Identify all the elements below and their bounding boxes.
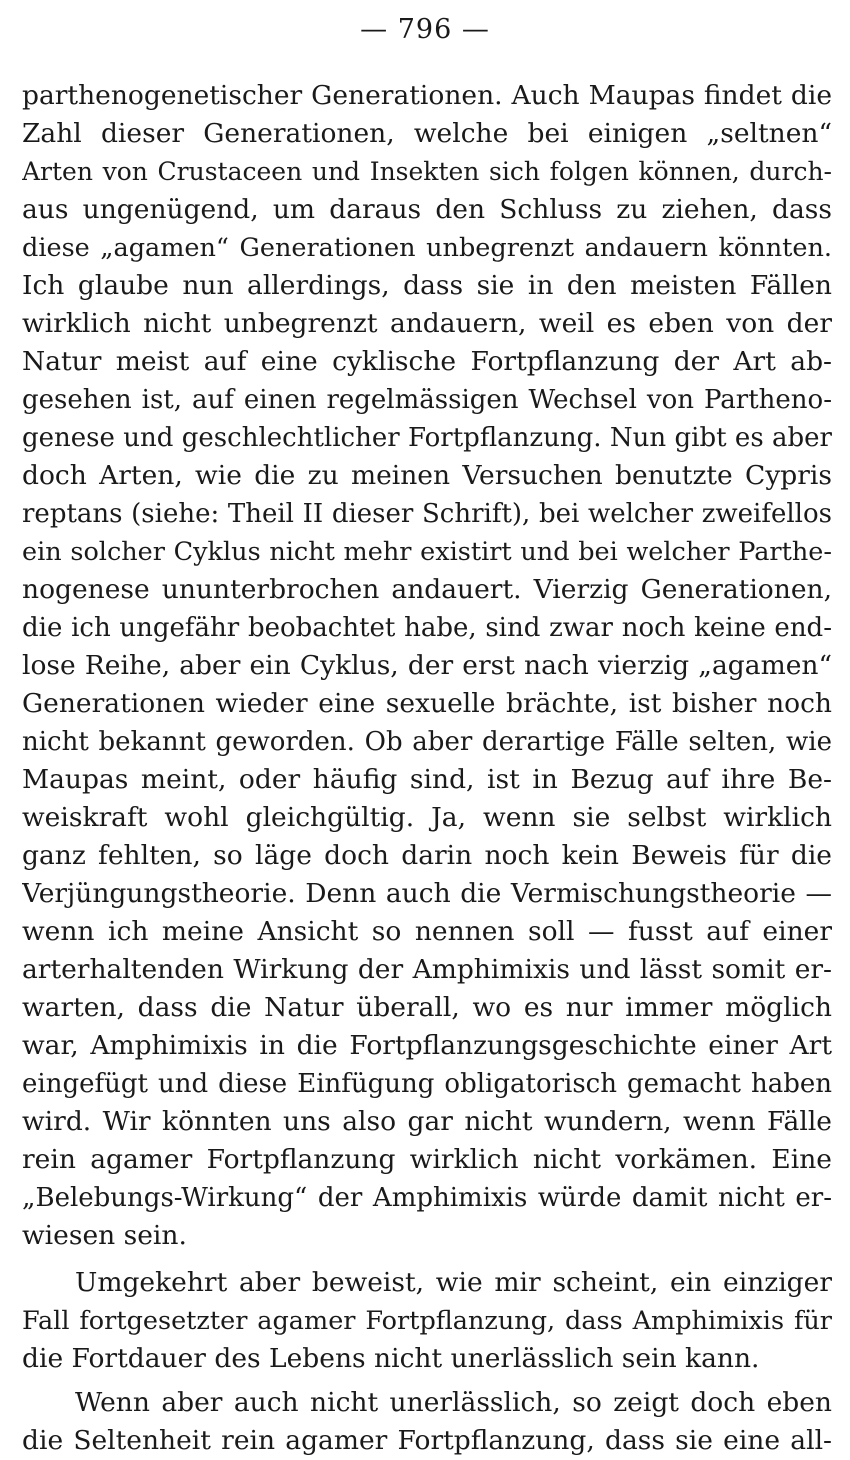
- text-line: Umgekehrt aber beweist, wie mir scheint, ein einziger: [75, 1267, 832, 1298]
- text-line: Ich glaube nun allerdings, dass sie in den meisten Fällen: [22, 270, 832, 301]
- text-line: doch Arten, wie die zu meinen Versuchen benutzte Cypris: [22, 460, 832, 491]
- text-line: warten, dass die Natur überall, wo es nur immer möglich: [22, 992, 832, 1023]
- text-line: Maupas meint, oder häufig sind, ist in Bezug auf ihre Be-: [22, 764, 832, 795]
- text-line: eingefügt und diese Einfügung obligatorisch gemacht haben: [22, 1069, 832, 1099]
- text-line: weiskraft wohl gleichgültig. Ja, wenn sie selbst wirklich: [22, 802, 832, 833]
- text-line: arterhaltenden Wirkung der Amphimixis und lässt somit er-: [22, 954, 832, 985]
- text-line: lose Reihe, aber ein Cyklus, der erst nach vierzig „agamen“: [22, 650, 832, 681]
- text-line: Wenn aber auch nicht unerlässlich, so zeigt doch eben: [75, 1387, 832, 1418]
- text-line: diese „agamen“ Generationen unbegrenzt andauern könnten.: [22, 233, 832, 263]
- text-line: wird. Wir könnten uns also gar nicht wundern, wenn Fälle: [22, 1106, 832, 1137]
- text-line: aus ungenügend, um daraus den Schluss zu ziehen, dass: [22, 194, 832, 225]
- text-line: wirklich nicht unbegrenzt andauern, weil es eben von der: [22, 308, 832, 339]
- text-line: Verjüngungstheorie. Denn auch die Vermischungstheorie —: [22, 878, 832, 909]
- text-line: gesehen ist, auf einen regelmässigen Wechsel von Partheno-: [22, 385, 832, 415]
- text-line: die Seltenheit rein agamer Fortpflanzung, dass sie eine all-: [22, 1425, 832, 1456]
- text-line: war, Amphimixis in die Fortpflanzungsgeschichte einer Art: [22, 1030, 832, 1061]
- text-line: genese und geschlechtlicher Fortpflanzung. Nun gibt es aber: [22, 423, 832, 453]
- text-line: reptans (siehe: Theil II dieser Schrift), bei welcher zweifellos: [22, 499, 832, 529]
- text-line: die Fortdauer des Lebens nicht unerlässlich sein kann.: [22, 1343, 760, 1374]
- text-line: die ich ungefähr beobachtet habe, sind zwar noch keine end-: [22, 613, 832, 643]
- text-line: Zahl dieser Generationen, welche bei einigen „seltnen“: [22, 118, 832, 149]
- text-line: Fall fortgesetzter agamer Fortpflanzung, dass Amphimixis für: [22, 1306, 832, 1336]
- text-line: wenn ich meine Ansicht so nennen soll — fusst auf einer: [22, 916, 832, 947]
- text-line: parthenogenetischer Generationen. Auch Maupas findet die: [22, 80, 832, 111]
- text-line: Generationen wieder eine sexuelle brächte, ist bisher noch: [22, 688, 832, 719]
- text-line: ganz fehlten, so läge doch darin noch kein Beweis für die: [22, 840, 832, 871]
- text-line: Arten von Crustaceen und Insekten sich folgen können, durch-: [22, 157, 832, 186]
- text-line: Natur meist auf eine cyklische Fortpflanzung der Art ab-: [22, 346, 832, 377]
- text-line: rein agamer Fortpflanzung wirklich nicht vorkämen. Eine: [22, 1144, 832, 1175]
- text-line: nicht bekannt geworden. Ob aber derartige Fälle selten, wie: [22, 727, 832, 757]
- text-line: ein solcher Cyklus nicht mehr existirt und bei welcher Parthe-: [22, 537, 832, 567]
- page-number: — 796 —: [360, 14, 490, 45]
- text-line: nogenese ununterbrochen andauert. Vierzig Generationen,: [22, 574, 832, 605]
- text-line: wiesen sein.: [22, 1220, 187, 1251]
- text-line: „Belebungs-Wirkung“ der Amphimixis würde damit nicht er-: [22, 1183, 832, 1213]
